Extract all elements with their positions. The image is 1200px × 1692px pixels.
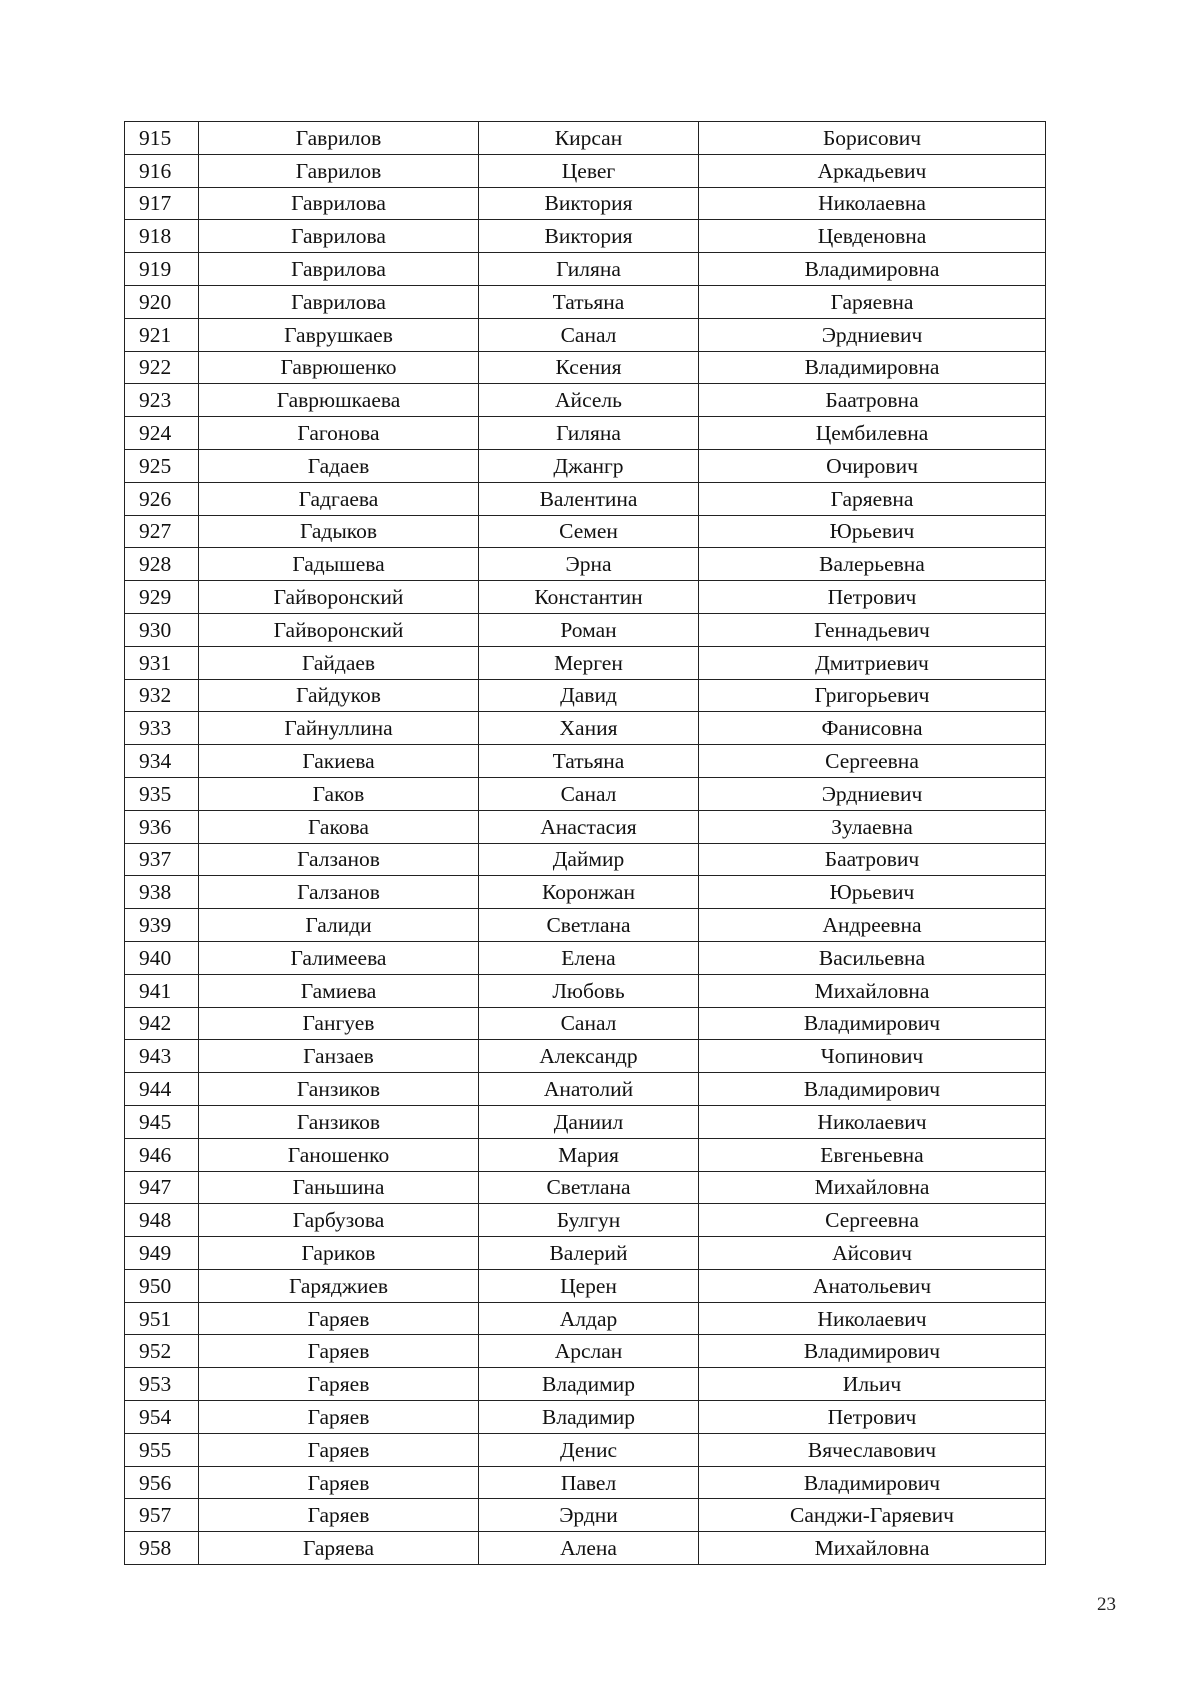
table-row (125, 1335, 1046, 1368)
last-name-cell: Ганьшина (199, 1171, 479, 1204)
patronymic-cell: Гаряевна (699, 482, 1046, 515)
table-row (125, 154, 1046, 187)
table-row (125, 712, 1046, 745)
row-number-cell: 935 (125, 777, 199, 810)
patronymic-cell: Васильевна (699, 941, 1046, 974)
patronymic-cell: Владимировна (699, 253, 1046, 286)
patronymic-cell: Цембилевна (699, 417, 1046, 450)
first-name-cell: Арслан (479, 1335, 699, 1368)
last-name-cell: Гаряев (199, 1302, 479, 1335)
first-name-cell: Анастасия (479, 810, 699, 843)
table-row (125, 384, 1046, 417)
patronymic-cell: Борисович (699, 122, 1046, 155)
table-row (125, 646, 1046, 679)
patronymic-cell: Владимирович (699, 1073, 1046, 1106)
patronymic-cell: Очирович (699, 449, 1046, 482)
first-name-cell: Давид (479, 679, 699, 712)
last-name-cell: Гайдаев (199, 646, 479, 679)
first-name-cell: Коронжан (479, 876, 699, 909)
table-row (125, 1204, 1046, 1237)
first-name-cell: Джангр (479, 449, 699, 482)
last-name-cell: Галимеева (199, 941, 479, 974)
row-number-cell: 934 (125, 745, 199, 778)
row-number-cell: 940 (125, 941, 199, 974)
row-number-cell: 918 (125, 220, 199, 253)
patronymic-cell: Баатровна (699, 384, 1046, 417)
row-number-cell: 951 (125, 1302, 199, 1335)
table-row (125, 745, 1046, 778)
patronymic-cell: Чопинович (699, 1040, 1046, 1073)
last-name-cell: Гаврилов (199, 154, 479, 187)
patronymic-cell: Петрович (699, 1401, 1046, 1434)
table-row (125, 843, 1046, 876)
last-name-cell: Гаврюшенко (199, 351, 479, 384)
row-number-cell: 939 (125, 909, 199, 942)
table-row (125, 876, 1046, 909)
first-name-cell: Санал (479, 1007, 699, 1040)
row-number-cell: 957 (125, 1499, 199, 1532)
last-name-cell: Гаврилова (199, 285, 479, 318)
patronymic-cell: Владимирович (699, 1007, 1046, 1040)
patronymic-cell: Геннадьевич (699, 613, 1046, 646)
first-name-cell: Санал (479, 318, 699, 351)
table-row (125, 613, 1046, 646)
row-number-cell: 927 (125, 515, 199, 548)
row-number-cell: 922 (125, 351, 199, 384)
table-row (125, 318, 1046, 351)
first-name-cell: Булгун (479, 1204, 699, 1237)
first-name-cell: Цевег (479, 154, 699, 187)
row-number-cell: 932 (125, 679, 199, 712)
table-row (125, 449, 1046, 482)
patronymic-cell: Зулаевна (699, 810, 1046, 843)
patronymic-cell: Анатольевич (699, 1269, 1046, 1302)
last-name-cell: Гаврилова (199, 220, 479, 253)
first-name-cell: Валентина (479, 482, 699, 515)
first-name-cell: Владимир (479, 1401, 699, 1434)
last-name-cell: Гаврилова (199, 253, 479, 286)
patronymic-cell: Баатрович (699, 843, 1046, 876)
row-number-cell: 942 (125, 1007, 199, 1040)
table-row (125, 417, 1046, 450)
first-name-cell: Татьяна (479, 285, 699, 318)
table-row (125, 1433, 1046, 1466)
patronymic-cell: Владимирович (699, 1335, 1046, 1368)
table-row (125, 581, 1046, 614)
first-name-cell: Эрдни (479, 1499, 699, 1532)
row-number-cell: 947 (125, 1171, 199, 1204)
row-number-cell: 928 (125, 548, 199, 581)
table-row (125, 1007, 1046, 1040)
row-number-cell: 917 (125, 187, 199, 220)
first-name-cell: Санал (479, 777, 699, 810)
row-number-cell: 950 (125, 1269, 199, 1302)
patronymic-cell: Цевденовна (699, 220, 1046, 253)
table-row (125, 1105, 1046, 1138)
row-number-cell: 915 (125, 122, 199, 155)
row-number-cell: 925 (125, 449, 199, 482)
last-name-cell: Гаряев (199, 1335, 479, 1368)
row-number-cell: 946 (125, 1138, 199, 1171)
first-name-cell: Алдар (479, 1302, 699, 1335)
last-name-cell: Гамиева (199, 974, 479, 1007)
table-row (125, 1171, 1046, 1204)
row-number-cell: 943 (125, 1040, 199, 1073)
last-name-cell: Гаков (199, 777, 479, 810)
first-name-cell: Татьяна (479, 745, 699, 778)
patronymic-cell: Евгеньевна (699, 1138, 1046, 1171)
last-name-cell: Ганошенко (199, 1138, 479, 1171)
row-number-cell: 958 (125, 1532, 199, 1565)
table-row (125, 187, 1046, 220)
row-number-cell: 948 (125, 1204, 199, 1237)
first-name-cell: Алена (479, 1532, 699, 1565)
patronymic-cell: Дмитриевич (699, 646, 1046, 679)
table-row (125, 1040, 1046, 1073)
table-row (125, 351, 1046, 384)
first-name-cell: Валерий (479, 1237, 699, 1270)
first-name-cell: Даймир (479, 843, 699, 876)
last-name-cell: Гаряев (199, 1368, 479, 1401)
last-name-cell: Гаряева (199, 1532, 479, 1565)
first-name-cell: Хания (479, 712, 699, 745)
patronymic-cell: Сергеевна (699, 745, 1046, 778)
patronymic-cell: Петрович (699, 581, 1046, 614)
table-row (125, 482, 1046, 515)
row-number-cell: 938 (125, 876, 199, 909)
row-number-cell: 937 (125, 843, 199, 876)
first-name-cell: Светлана (479, 1171, 699, 1204)
last-name-cell: Галиди (199, 909, 479, 942)
row-number-cell: 953 (125, 1368, 199, 1401)
last-name-cell: Гадышева (199, 548, 479, 581)
first-name-cell: Константин (479, 581, 699, 614)
first-name-cell: Гиляна (479, 417, 699, 450)
table-row (125, 1302, 1046, 1335)
first-name-cell: Семен (479, 515, 699, 548)
last-name-cell: Гайворонский (199, 581, 479, 614)
first-name-cell: Айсель (479, 384, 699, 417)
first-name-cell: Светлана (479, 909, 699, 942)
table-row (125, 1532, 1046, 1565)
patronymic-cell: Эрдниевич (699, 318, 1046, 351)
table-row (125, 1138, 1046, 1171)
first-name-cell: Церен (479, 1269, 699, 1302)
table-row (125, 810, 1046, 843)
first-name-cell: Александр (479, 1040, 699, 1073)
first-name-cell: Гиляна (479, 253, 699, 286)
row-number-cell: 920 (125, 285, 199, 318)
patronymic-cell: Андреевна (699, 909, 1046, 942)
row-number-cell: 933 (125, 712, 199, 745)
row-number-cell: 926 (125, 482, 199, 515)
row-number-cell: 945 (125, 1105, 199, 1138)
last-name-cell: Гадгаева (199, 482, 479, 515)
table-row (125, 1499, 1046, 1532)
patronymic-cell: Николаевна (699, 187, 1046, 220)
first-name-cell: Даниил (479, 1105, 699, 1138)
patronymic-cell: Эрдниевич (699, 777, 1046, 810)
table-row (125, 1368, 1046, 1401)
table-row (125, 548, 1046, 581)
first-name-cell: Кирсан (479, 122, 699, 155)
first-name-cell: Денис (479, 1433, 699, 1466)
row-number-cell: 941 (125, 974, 199, 1007)
patronymic-cell: Юрьевич (699, 876, 1046, 909)
row-number-cell: 921 (125, 318, 199, 351)
patronymic-cell: Михайловна (699, 1532, 1046, 1565)
last-name-cell: Гайнуллина (199, 712, 479, 745)
table-row (125, 1073, 1046, 1106)
last-name-cell: Гакова (199, 810, 479, 843)
row-number-cell: 936 (125, 810, 199, 843)
table-row (125, 122, 1046, 155)
row-number-cell: 952 (125, 1335, 199, 1368)
patronymic-cell: Сергеевна (699, 1204, 1046, 1237)
table-row (125, 909, 1046, 942)
table-row (125, 515, 1046, 548)
table-row (125, 777, 1046, 810)
table-row (125, 285, 1046, 318)
last-name-cell: Гарбузова (199, 1204, 479, 1237)
first-name-cell: Виктория (479, 220, 699, 253)
table-row (125, 253, 1046, 286)
table-row (125, 1466, 1046, 1499)
first-name-cell: Мария (479, 1138, 699, 1171)
last-name-cell: Гайворонский (199, 613, 479, 646)
row-number-cell: 949 (125, 1237, 199, 1270)
row-number-cell: 955 (125, 1433, 199, 1466)
row-number-cell: 929 (125, 581, 199, 614)
last-name-cell: Ганзаев (199, 1040, 479, 1073)
row-number-cell: 916 (125, 154, 199, 187)
last-name-cell: Гадаев (199, 449, 479, 482)
table-row (125, 1237, 1046, 1270)
patronymic-cell: Владимировна (699, 351, 1046, 384)
first-name-cell: Павел (479, 1466, 699, 1499)
patronymic-cell: Михайловна (699, 1171, 1046, 1204)
patronymic-cell: Айсович (699, 1237, 1046, 1270)
last-name-cell: Гаряев (199, 1499, 479, 1532)
last-name-cell: Гариков (199, 1237, 479, 1270)
first-name-cell: Ксения (479, 351, 699, 384)
last-name-cell: Гаврушкаев (199, 318, 479, 351)
last-name-cell: Галзанов (199, 876, 479, 909)
row-number-cell: 919 (125, 253, 199, 286)
last-name-cell: Гаврюшкаева (199, 384, 479, 417)
table-row (125, 974, 1046, 1007)
patronymic-cell: Григорьевич (699, 679, 1046, 712)
last-name-cell: Галзанов (199, 843, 479, 876)
first-name-cell: Любовь (479, 974, 699, 1007)
first-name-cell: Анатолий (479, 1073, 699, 1106)
last-name-cell: Гаряджиев (199, 1269, 479, 1302)
patronymic-cell: Валерьевна (699, 548, 1046, 581)
table-row (125, 679, 1046, 712)
patronymic-cell: Ильич (699, 1368, 1046, 1401)
row-number-cell: 931 (125, 646, 199, 679)
first-name-cell: Эрна (479, 548, 699, 581)
first-name-cell: Виктория (479, 187, 699, 220)
row-number-cell: 954 (125, 1401, 199, 1434)
row-number-cell: 924 (125, 417, 199, 450)
patronymic-cell: Михайловна (699, 974, 1046, 1007)
table-row (125, 1401, 1046, 1434)
table-row (125, 1269, 1046, 1302)
row-number-cell: 923 (125, 384, 199, 417)
last-name-cell: Гакиева (199, 745, 479, 778)
last-name-cell: Ганзиков (199, 1073, 479, 1106)
patronymic-cell: Аркадьевич (699, 154, 1046, 187)
last-name-cell: Гаврилов (199, 122, 479, 155)
patronymic-cell: Николаевич (699, 1105, 1046, 1138)
last-name-cell: Гаряев (199, 1466, 479, 1499)
row-number-cell: 944 (125, 1073, 199, 1106)
last-name-cell: Гангуев (199, 1007, 479, 1040)
names-table-body (125, 122, 1046, 1565)
row-number-cell: 956 (125, 1466, 199, 1499)
patronymic-cell: Владимирович (699, 1466, 1046, 1499)
last-name-cell: Гаряев (199, 1433, 479, 1466)
last-name-cell: Гагонова (199, 417, 479, 450)
last-name-cell: Гайдуков (199, 679, 479, 712)
table-row (125, 220, 1046, 253)
page-number: 23 (1097, 1594, 1116, 1615)
names-table (124, 121, 1046, 1565)
patronymic-cell: Юрьевич (699, 515, 1046, 548)
first-name-cell: Владимир (479, 1368, 699, 1401)
patronymic-cell: Санджи-Гаряевич (699, 1499, 1046, 1532)
last-name-cell: Гаврилова (199, 187, 479, 220)
first-name-cell: Елена (479, 941, 699, 974)
patronymic-cell: Фанисовна (699, 712, 1046, 745)
patronymic-cell: Вячеславович (699, 1433, 1046, 1466)
patronymic-cell: Николаевич (699, 1302, 1046, 1335)
last-name-cell: Гадыков (199, 515, 479, 548)
last-name-cell: Гаряев (199, 1401, 479, 1434)
first-name-cell: Мерген (479, 646, 699, 679)
table-row (125, 941, 1046, 974)
first-name-cell: Роман (479, 613, 699, 646)
last-name-cell: Ганзиков (199, 1105, 479, 1138)
patronymic-cell: Гаряевна (699, 285, 1046, 318)
row-number-cell: 930 (125, 613, 199, 646)
